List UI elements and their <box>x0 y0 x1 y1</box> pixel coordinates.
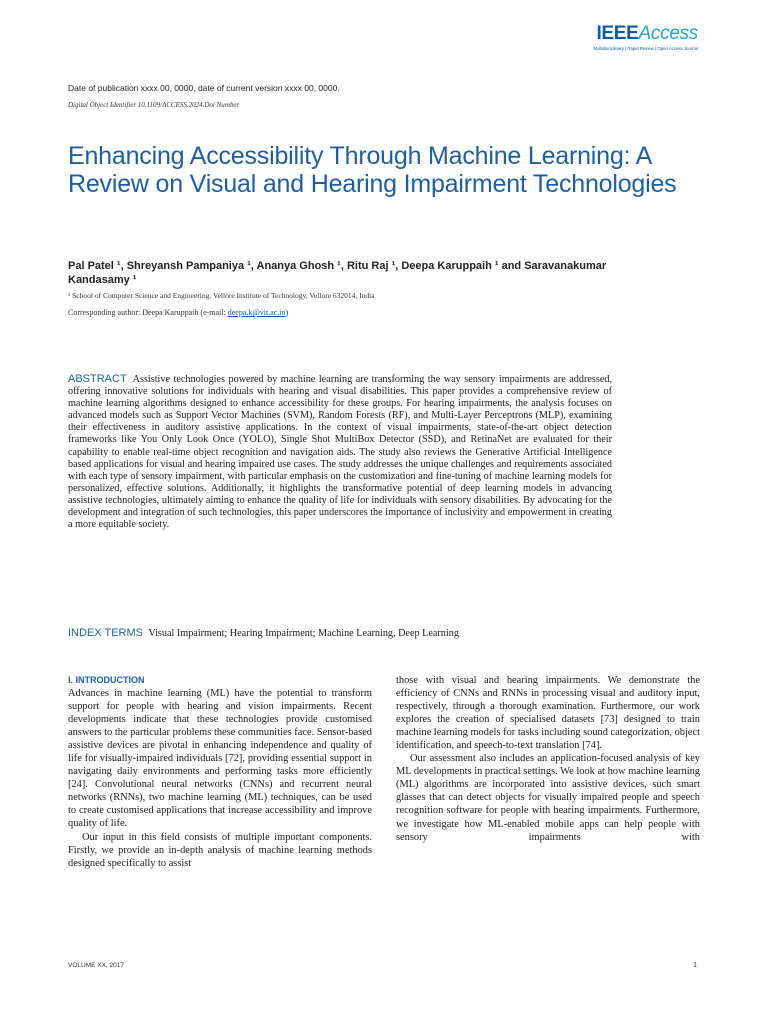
index-terms-text: Visual Impairment; Hearing Impairment; Machine Learning, Deep Learning <box>148 628 459 639</box>
journal-name <box>594 24 698 44</box>
affiliation: ¹ School of Computer Science and Engineering, Vellore Institute of Technology, Vellore 632014, India <box>68 291 375 300</box>
abstract <box>68 373 612 531</box>
index-terms-label: INDEX TERMS <box>68 627 143 639</box>
intro-paragraph-2: Our input in this field consists of multiple important components. Firstly, we provide an in-depth analysis of machine learning methods designed specifically to assist <box>68 831 372 869</box>
intro-paragraph-3: Our assessment also includes an application-focused analysis of key ML developments in practical settings. We look at how machine learning (ML) algorithms are incorporated into assistive devices, such smart glasses that can detect objects for visually impaired people and speech recognition software for people with hearing impairments. Furthermore, we investigate how ML-enabled mobile apps can help people with sensory impairments with <box>396 753 700 843</box>
corresponding-prefix: Corresponding author: Deepa Karuppaih (e-mail: <box>68 308 228 317</box>
journal-logo <box>594 24 698 51</box>
page-number: 1 <box>693 962 697 969</box>
publication-date: Date of publication xxxx 00, 0000, date of current version xxxx 00, 0000. <box>68 83 340 93</box>
paper-title: Enhancing Accessibility Through Machine Learning: A Review on Visual and Hearing Impairment Technologies <box>68 142 677 198</box>
section-heading-introduction: I. INTRODUCTION <box>68 675 145 685</box>
footer-volume: VOLUME XX, 2017 <box>68 962 124 969</box>
abstract-text: Assistive technologies powered by machine learning are transforming the way sensory impairments are addressed, offering innovative solutions for individuals with hearing and visual disabilities. This paper provides a comprehensive review of machine learning algorithms designed to enhance accessibility for these groups. For hearing impairments, the analysis focuses on advanced models such as Support Vector Machines (SVM), Random Forests (RF), and Multi-Layer Perceptrons (MLP), examining their effectiveness in auditory assistive applications. In the context of visual impairments, state-of-the-art object detection frameworks like You Only Look Once (YOLO), Single Shot MultiBox Detector (SSD), and RetinaNet are evaluated for their capability to enable real-time object recognition and navigation aids. The study also reviews the Generative Artificial Intelligence based applications for visual and hearing impaired use cases. The study addresses the unique challenges and requirements associated with each type of sensory impairment, with particular emphasis on the customization and fine-tuning of machine learning models for personalized, effective solutions. Additionally, it highlights the transformative potential of deep learning models in advancing assistive technologies, ultimately aiming to enhance the quality of life for individuals with sensory disabilities. By advocating for the development and integration of such technologies, this paper underscores the importance of inclusivity and empowerment in creating a more equitable society. <box>68 374 612 531</box>
index-terms <box>68 627 612 640</box>
corresponding-author <box>68 308 288 317</box>
corresponding-suffix: ) <box>285 308 289 317</box>
journal-tagline: Multidisciplinary | Rapid Review | Open Access Journal <box>593 46 698 51</box>
abstract-label: ABSTRACT <box>68 373 127 385</box>
author-list: Pal Patel ¹, Shreyansh Pampaniya ¹, Ananya Ghosh ¹, Ritu Raj ¹, Deepa Karuppaih ¹ and Saravanakumar Kandasamy ¹ <box>68 260 607 286</box>
journal-name-access: Access <box>638 23 698 44</box>
doi: Digital Object Identifier 10.1109/ACCESS.2024.Doi Number <box>68 101 240 109</box>
corresponding-email-link[interactable]: deepa.k@vit.ac.in <box>227 308 286 317</box>
column-left <box>68 674 372 870</box>
column-right <box>396 674 700 844</box>
intro-paragraph-2-continued: those with visual and hearing impairments. We demonstrate the efficiency of CNNs and RNNs in processing visual and auditory input, respectively, through a thorough examination. Furthermore, our work explores the creation of specialised datasets [73] designed to train machine learning models for tasks including sound categorization, object identification, and speech-to-text translation [74]. <box>396 675 700 752</box>
journal-name-ieee: IEEE <box>596 23 639 44</box>
intro-paragraph-1: Advances in machine learning (ML) have the potential to transform support for people with hearing and vision impairments. Recent developments indicate that these technologies provide customised answers to the particular problems these communities face. Sensor-based assistive devices are pivotal in enhancing independence and quality of life for visually-impaired individuals [72], providing essential support in navigating daily environments and performing tasks more efficiently [24]. Convolutional neural networks (CNNs) and recurrent neural networks (RNNs), two machine learning (ML) techniques, can be used to create customised applications that increase accessibility and improve quality of life. <box>68 688 372 830</box>
